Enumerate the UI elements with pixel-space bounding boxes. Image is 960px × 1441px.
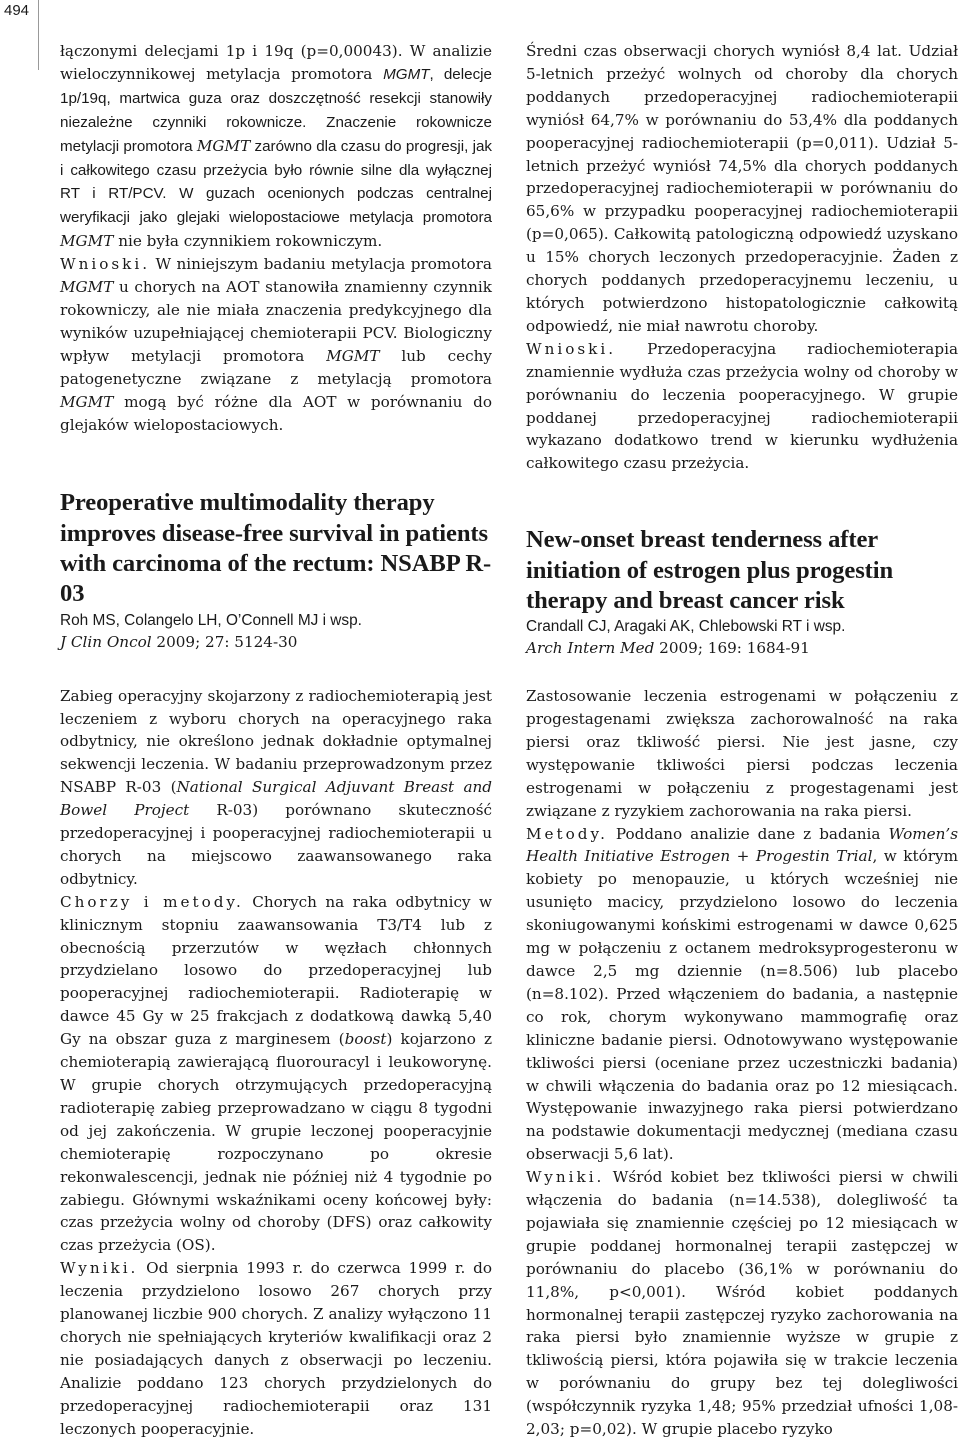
header-rule xyxy=(38,0,39,70)
article-citation: J Clin Oncol 2009; 27: 5124-30 xyxy=(60,632,298,651)
conclusions-label: Wnioski. xyxy=(60,255,151,274)
results-continued: Średni czas obserwacji chorych wyniósł 8,4 lat. Udział 5-letnich przeżyć wolnych od choroby dla chorych poddanych przedoperacyjnej radiochemioterapii wyniósł 64,7% w porównaniu do 53,4% dla poddanych pooperacyjnej radiochemioterapii (p=0,011). Udział 5-letnich przeżyć wyniósł 74,5% dla chorych poddanych przedoperacyjnej radiochemioterapii w porównaniu do 65,6% w przypadku pooperacyjnej radiochemioterapii (p=0,065). Całkowitą patologiczną odpowiedź uzyskano u 15% chorych leczonych przedoperacyjnie. Żaden z chorych poddanych przedoperacyjnemu leczeniu, u których potwierdzono histopatologicznie całkowitą odpowiedź, nie miał nawrotu choroby. xyxy=(526,42,958,335)
article-authors: Roh MS, Colangelo LH, O’Connell MJ i wsp. xyxy=(60,611,362,629)
abstract-background-2: Zastosowanie leczenia estrogenami w połączeniu z progestagenami zwiększa zachorowalność na raka piersi oraz tkliwość piersi. Nie jest jasne, czy występowanie tkliwości piersi podczas leczenia estrogenami w połączeniu z progestagenami jest związane z ryzykiem zachorowania na raka piersi. xyxy=(526,687,958,820)
abstract-background: Zabieg operacyjny skojarzony z radiochemioterapią jest leczeniem z wyboru chorych na operacyjnego raka odbytnicy, nie określono jednak dokładnie optymalnej sekwencji leczenia. W badaniu przeprowadzonym przez NSABP R-03 (National Surgical Adjuvant Breast and Bowel Project R-03) porównano skuteczność przedoperacyjnej i pooperacyjnej radiochemioterapii u chorych na miejscowo zaawansowanego raka odbytnicy. xyxy=(60,686,493,888)
article-title-2: New-onset breast tenderness after initiation of estrogen plus progestin therapy and breast cancer risk xyxy=(526,526,894,614)
intro-paragraph: łączonymi delecjami 1p i 19q (p=0,00043). W analizie wieloczynnikowej metylacja promotora MGMT, delecje 1p/19q, martwica guza oraz doszczętność resekcji stanowiły niezależne czynniki rokownicze. Znaczenie rokownicze metylacji promotora MGMT zarówno dla czasu do progresji, jak i całkowitego czasu przeżycia było równie silne dla wyłącznej RT i RT/PCV. W guzach ocenionych podczas centralnej weryfikacji jako glejaki wielopostaciowe metylacja promotora MGMT nie była czynnikiem rokowniczym. xyxy=(60,42,493,251)
abstract-methods: Chorzy i metody. Chorych na raka odbytnicy w klinicznym stopniu zaawansowania T3/T4 lub z obecnością przerzutów w węzłach chłonnych przydzielano losowo do przedoperacyjnej lub pooperacyjnej radiochemioterapii. Radioterapię w dawce 45 Gy w 25 frakcjach z dodatkową dawką 5,40 Gy na obszar guza z marginesem (boost) kojarzono z chemioterapią zawierającą fluorouracyl i leukoworynę. W grupie chorych otrzymujących przedoperacyjną radioterapię zabieg przeprowadzano w ciągu 8 tygodni od jej zakończenia. W grupie leczonej pooperacyjnie chemioterapię rozpoczynano po okresie rekonwalescencji, jednak nie później niż 4 tygodnie po zabiegu. Głównymi wskaźnikami oceny końcowej były: czas przeżycia wolny od choroby (DFS) oraz całkowity czas przeżycia (OS). xyxy=(60,892,492,1255)
right-column xyxy=(526,40,958,1441)
abstract-methods-2: Metody. Poddano analizie dane z badania Women’s Health Initiative Estrogen + Progestin Trial, w którym kobiety po menopauzie, u których wcześniej nie usunięto macicy, przydzielono losowo do leczenia skoniugowanymi końskimi estrogenami w dawce 0,625 mg w połączeniu z octanem medroksyprogesteronu w dawce 2,5 mg dziennie (n=8.506) lub placebo (n=8.102). Przed włączeniem do badania, a następnie co rok, chorym wykonywano mammografię oraz kliniczne badanie piersi. Odnotowywano występowanie tkliwości piersi (oceniane przez uczestniczki badania) w chwili włączenia do badania oraz po 12 miesiącach. Występowanie inwazyjnego raka piersi potwierdzano na podstawie dokumentacji medycznej (mediana czasu obserwacji 5,6 lat). xyxy=(526,824,958,1164)
conclusions-paragraph: Wnioski. W niniejszym badaniu metylacja promotora MGMT u chorych na AOT stanowiła znamienny czynnik rokowniczy, ale nie miała znaczenia predykcyjnego dla wyników uzupełniającej chemioterapii PCV. Biologiczny wpływ metylacji promotora MGMT lub cechy patogenetyczne związane z metylacją promotora MGMT mogą być różne dla AOT w porównaniu do glejaków wielopostaciowych. xyxy=(60,255,492,434)
page-number: 494 xyxy=(4,2,30,19)
abstract-results-2: Wyniki. Wśród kobiet bez tkliwości piersi w chwili włączenia do badania (n=14.538), dolegliwość ta pojawiała się znamiennie częściej po 12 miesiącach w grupie poddanej hormonalnej terapii zastępczej w porównaniu do placebo (36,1% w porównaniu do 11,8%, p<0,001). Wśród kobiet poddanych hormonalnej terapii zastępczej ryzyko zachorowania na raka piersi było znamiennie wyższe w grupie z tkliwością piersi, która pojawiła się w trakcie leczenia w porównaniu do grupy bez tej dolegliwości (współczynnik ryzyka 1,48; 95% przedział ufności 1,08-2,03; p=0,02). W grupie placebo ryzyko xyxy=(526,1168,958,1439)
article-title: Preoperative multimodality therapy improves disease-free survival in patients with carcinoma of the rectum: NSABP R-03 xyxy=(60,489,492,608)
article-citation-2: Arch Intern Med 2009; 169: 1684-91 xyxy=(526,639,810,658)
abstract-results: Wyniki. Od sierpnia 1993 r. do czerwca 1999 r. do leczenia przydzielono losowo 267 chorych przy planowanej liczbie 900 chorych. Z analizy wyłączono 11 chorych nie spełniających kryteriów kwalifikacji oraz 2 nie posiadających danych z obserwacji po leczeniu. Analizie poddano 123 chorych przydzielonych do przedoperacyjnej radiochemioterapii oraz 131 leczonych pooperacyjnie. xyxy=(60,1259,492,1438)
conclusions-paragraph-2: Wnioski. Przedoperacyjna radiochemioterapia znamiennie wydłuża czas przeżycia wolny od choroby w porównaniu do leczenia pooperacyjnego. W grupie poddanej przedoperacyjnej radiochemioterapii wykazano dodatkowo trend w kierunku wydłużenia całkowitego czasu przeżycia. xyxy=(526,339,958,473)
article-breast xyxy=(526,525,958,1441)
left-column xyxy=(60,40,492,1441)
article-authors-2: Crandall CJ, Aragaki AK, Chlebowski RT i wsp. xyxy=(526,618,846,636)
article-nsabp xyxy=(60,488,492,1440)
